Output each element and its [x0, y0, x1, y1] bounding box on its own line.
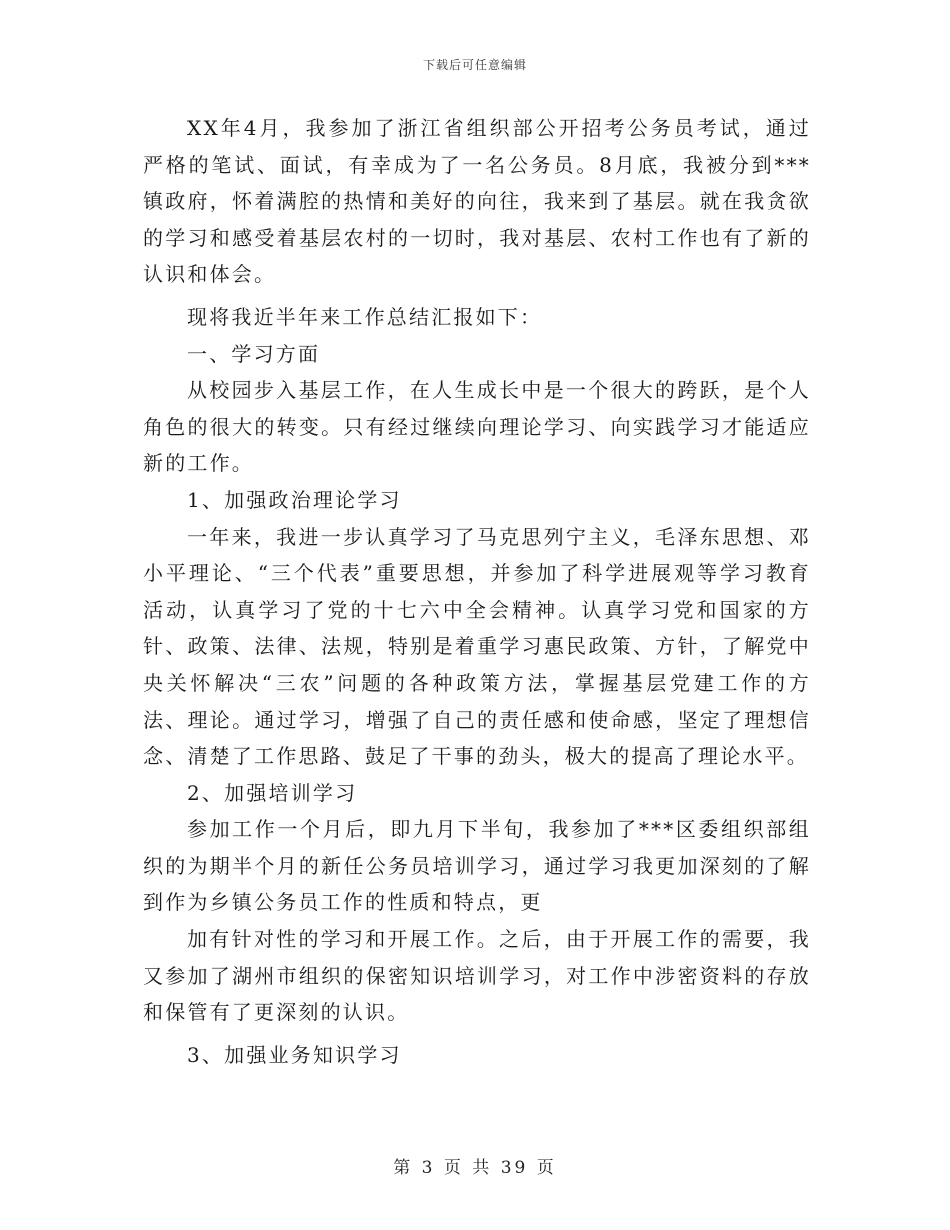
paragraph-study-intro: 从校园步入基层工作，在人生成长中是一个很大的跨跃，是个人角色的很大的转变。只有经过继续向理论学习、向实践学习才能适应新的工作。: [143, 378, 811, 476]
page-number: 第 3 页 共 39 页: [393, 1158, 557, 1178]
paragraph-training: 参加工作一个月后，即九月下半旬，我参加了***区委组织部组织的为期半个月的新任公务员培训学习，通过学习我更加深刻的了解到作为乡镇公务员工作的性质和特点，更: [143, 817, 811, 915]
paragraph-training-continued: 加有针对性的学习和开展工作。之后，由于开展工作的需要，我又参加了湖州市组织的保密知识培训学习，对工作中涉密资料的存放和保管有了更深刻的认识。: [143, 927, 811, 1025]
subheading-business-knowledge: 3、加强业务知识学习: [187, 1042, 402, 1067]
subheading-training: 2、加强培训学习: [187, 780, 358, 805]
paragraph-summary-lead: 现将我近半年来工作总结汇报如下：: [187, 304, 543, 329]
page-header-note: 下载后可任意编辑: [422, 58, 527, 72]
paragraph-political-theory: 一年来，我进一步认真学习了马克思列宁主义，毛泽东思想、邓小平理论、“三个代表”重要思想，并参加了科学进展观等学习教育活动，认真学习了党的十七六中全会精神。认真学习党和国家的方针、政策、法律、法规，特别是着重学习惠民政策、方针，了解党中央关怀解决“三农”问题的各种政策方法，掌握基层党建工作的方法、理论。通过学习，增强了自己的责任感和使命感，坚定了理想信念、清楚了工作思路、鼓足了干事的劲头，极大的提高了理论水平。: [143, 524, 811, 769]
document-body: [143, 110, 811, 1073]
subheading-political-theory: 1、加强政治理论学习: [187, 487, 402, 512]
section-heading-study: 一、学习方面: [187, 341, 321, 366]
paragraph-intro: XX年4月，我参加了浙江省组织部公开招考公务员考试，通过严格的笔试、面试，有幸成为了一名公务员。8月底，我被分到***镇政府，怀着满腔的热情和美好的向往，我来到了基层。就在我贪欲的学习和感受着基层农村的一切时，我对基层、农村工作也有了新的认识和体会。: [143, 116, 811, 287]
